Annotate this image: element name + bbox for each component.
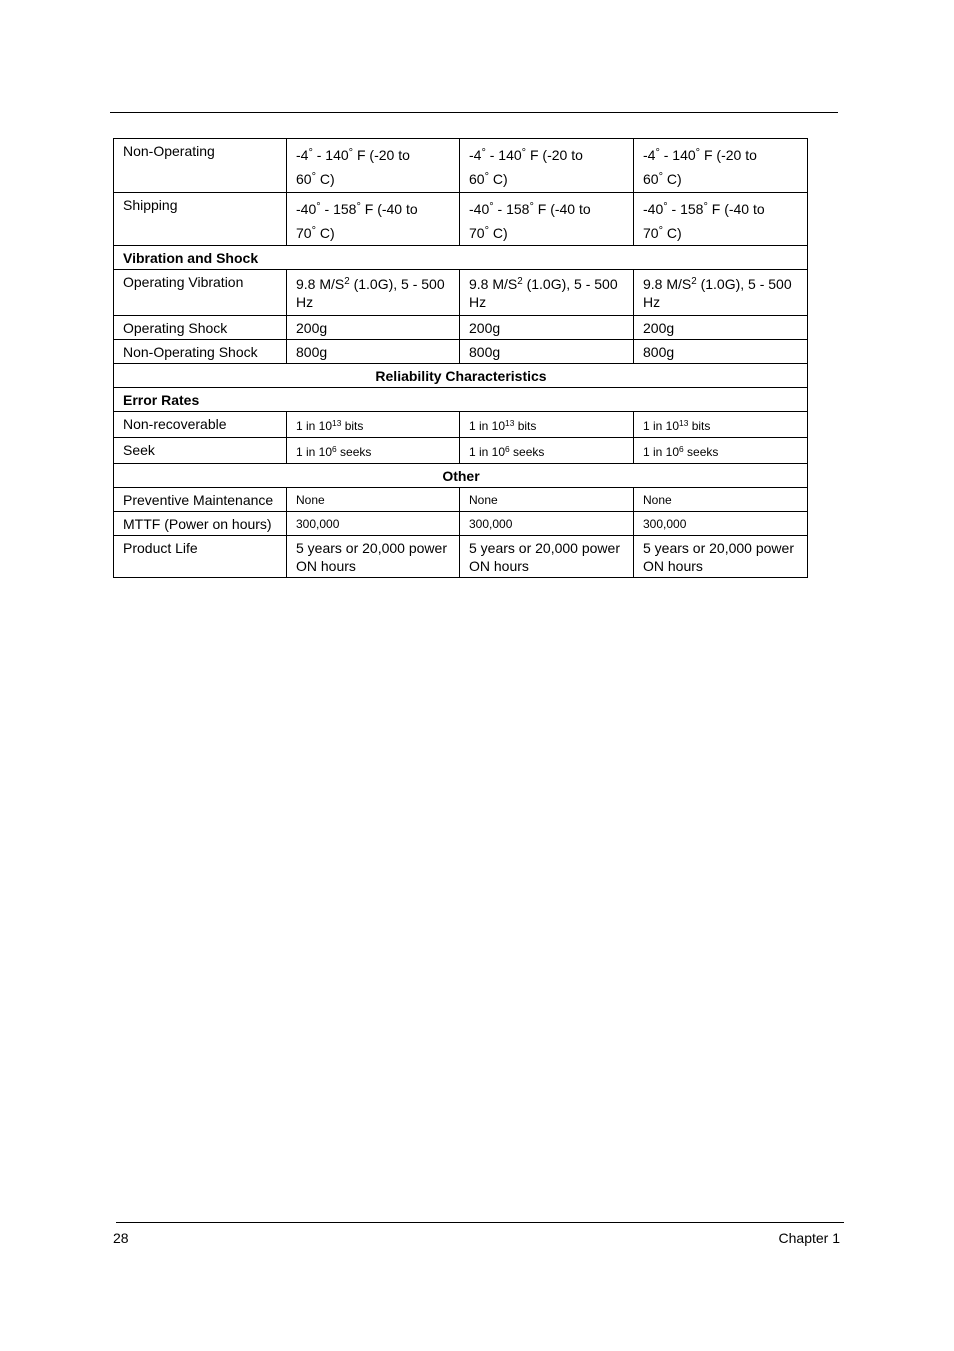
section-heading: Error Rates [114, 388, 808, 412]
table-cell: None [634, 488, 808, 512]
table-cell: 9.8 $M/S^2$ (1.0G), 5 - 500 Hz [287, 270, 460, 316]
table-row-operating-shock [114, 316, 808, 340]
reliability-heading: Reliability Characteristics [114, 364, 808, 388]
table-cell: 1 in $10^6$ seeks [287, 438, 460, 464]
table-row-product-life [114, 536, 808, 578]
table-cell: 200g [460, 316, 634, 340]
row-label: Non-Operating [114, 139, 287, 193]
table-cell: 1 in $10^6$ seeks [460, 438, 634, 464]
other-heading: Other [114, 464, 808, 488]
row-label: Seek [114, 438, 287, 464]
section-row-vibration [114, 246, 808, 270]
table-row-preventive-maintenance [114, 488, 808, 512]
table-row-non-operating-shock [114, 340, 808, 364]
environmental-spec-table [113, 138, 808, 578]
page-number: 28 [113, 1230, 129, 1246]
table-row-shipping [114, 192, 808, 246]
footer-rule [116, 1222, 844, 1223]
row-label: Operating Shock [114, 316, 287, 340]
table-cell: -40° - 158° F (-40 to 70° C) [287, 192, 460, 246]
row-label: MTTF (Power on hours) [114, 512, 287, 536]
table-cell: 1 in $10^6$ seeks [634, 438, 808, 464]
table-cell: 800g [460, 340, 634, 364]
table-cell: 800g [287, 340, 460, 364]
row-label: Non-Operating Shock [114, 340, 287, 364]
table-cell: -40° - 158° F (-40 to 70° C) [634, 192, 808, 246]
table-cell: 5 years or 20,000 power ON hours [460, 536, 634, 578]
table-cell: -4° - 140° F (-20 to 60° C) [634, 139, 808, 193]
table-row-non-operating [114, 139, 808, 193]
row-label: Preventive Maintenance [114, 488, 287, 512]
section-row-reliability [114, 364, 808, 388]
table-cell: 300,000 [287, 512, 460, 536]
header-rule [110, 112, 838, 113]
section-heading: Vibration and Shock [114, 246, 808, 270]
table-cell: -4° - 140° F (-20 to 60° C) [287, 139, 460, 193]
section-row-other [114, 464, 808, 488]
table-cell: 800g [634, 340, 808, 364]
table-cell: 1 in $10^{13}$ bits [460, 412, 634, 438]
table-cell: 300,000 [460, 512, 634, 536]
table-cell: 9.8 $M/S^2$ (1.0G), 5 - 500 Hz [634, 270, 808, 316]
row-label: Non-recoverable [114, 412, 287, 438]
chapter-label: Chapter 1 [778, 1230, 840, 1246]
table-cell: 200g [634, 316, 808, 340]
row-label: Shipping [114, 192, 287, 246]
table-row-operating-vibration [114, 270, 808, 316]
table-row-mttf [114, 512, 808, 536]
table-cell: None [460, 488, 634, 512]
table-cell: None [287, 488, 460, 512]
table-cell: 9.8 $M/S^2$ (1.0G), 5 - 500 Hz [460, 270, 634, 316]
table-row-seek [114, 438, 808, 464]
table-cell: -4° - 140° F (-20 to 60° C) [460, 139, 634, 193]
table-row-non-recoverable [114, 412, 808, 438]
section-row-error-rates [114, 388, 808, 412]
table-cell: 200g [287, 316, 460, 340]
table-cell: 1 in $10^{13}$ bits [287, 412, 460, 438]
table-cell: 5 years or 20,000 power ON hours [634, 536, 808, 578]
table-cell: -40° - 158° F (-40 to 70° C) [460, 192, 634, 246]
table-cell: 1 in $10^{13}$ bits [634, 412, 808, 438]
table-cell: 5 years or 20,000 power ON hours [287, 536, 460, 578]
row-label: Product Life [114, 536, 287, 578]
row-label: Operating Vibration [114, 270, 287, 316]
table-cell: 300,000 [634, 512, 808, 536]
